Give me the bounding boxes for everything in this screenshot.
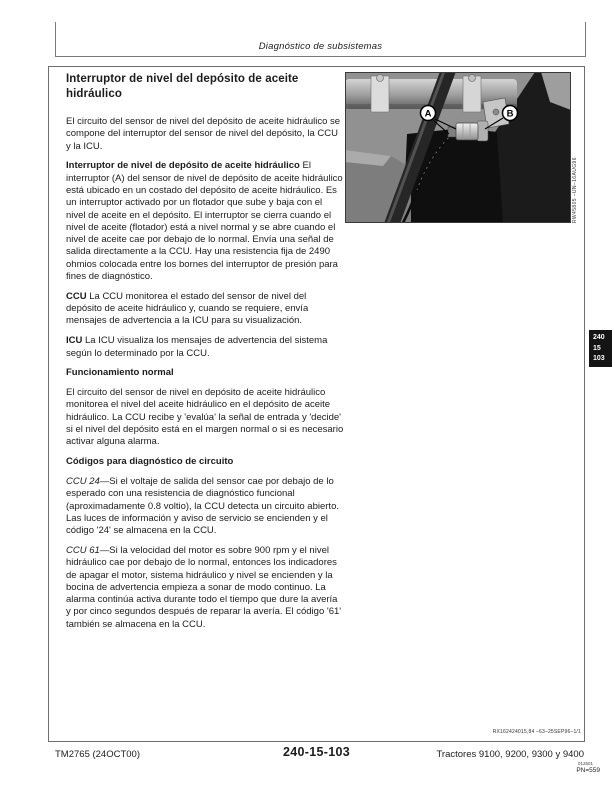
paragraph-normal-operation	[66, 387, 344, 448]
paragraph-ccu	[66, 291, 344, 328]
paragraph-text: —Si la velocidad del motor es sobre 900 rpm y el nivel hidráulico cae por debajo de lo normal, entonces los indicadores de apagar el motor, sistema hidráulico y nivel se encienden y la bocina de advertencia empieza a sonar de modo continuo. La alarma continúa activa durante todo el tiempo que dure la avería y por cinco segundos después de reparar la avería. El código '61' también se almacena en la CCU.	[66, 544, 342, 630]
hose-clamp	[463, 75, 481, 113]
callout-b-letter: B	[506, 108, 514, 120]
paragraph-lead: ICU	[66, 335, 83, 347]
paragraph-text: El circuito del sensor de nivel del depósito de aceite hidráulico se compone del interruptor del sensor de nivel del depósito, la CCU y la ICU.	[66, 116, 341, 152]
page-index-tab	[589, 330, 612, 367]
footer-manual-number: TM2765 (24OCT00)	[55, 749, 141, 760]
paragraph-switch	[66, 160, 344, 283]
paragraph-text: La CCU monitorea el estado del sensor de nivel del depósito de aceite hidráulico y, cuando se requiere, envía mensajes de advertencia a la ICU para su visualización.	[66, 290, 309, 327]
footer-page-code: 240-15-103	[283, 745, 350, 759]
subheading-normal-operation: Funcionamiento normal	[66, 367, 174, 379]
footer-print-code: 012601	[577, 761, 593, 766]
paragraph-lead: CCU 61	[66, 544, 100, 556]
paragraph-code-61	[66, 545, 344, 631]
running-header	[55, 22, 586, 57]
document-reference: RX162424015,84 –63–25SEP96–1/1	[492, 729, 581, 735]
tab-group-number: 240	[593, 334, 605, 341]
tab-page-number: 103	[593, 355, 605, 362]
footer-tractor-models: Tractores 9100, 9200, 9300 y 9400	[436, 749, 584, 760]
tab-section-number: 15	[593, 344, 601, 352]
article-title: Interruptor de nivel del depósito de aceite hidráulico	[66, 73, 299, 100]
figure-id-label: RW45805 –UN–16AUG96	[572, 157, 578, 223]
hydraulic-reservoir-photo	[345, 72, 571, 223]
callout-a-letter: A	[424, 108, 432, 120]
figure-photo	[345, 72, 571, 223]
section-header-text: Diagnóstico de subsistemas	[258, 41, 383, 52]
paragraph-text: El circuito del sensor de nivel en depósito de aceite hidráulico monitorea el nivel del aceite hidráulico en el depósito de aceite hidráulico. La CCU recibe y 'evalúa' la señal de entrada y 'decide' si el nivel del depósito está en el margen normal o si es necesario activar alguna alarma.	[66, 387, 344, 448]
paragraph-text: El interruptor (A) del sensor de nivel de depósito de aceite hidráulico está ubicado en un costado del depósito de aceite hidráulico. Es un interruptor activado por un flotador que sube y baja con el nivel de aceite en el depósito. El interruptor se cierra cuando el nivel de aceite (flotador) está a nivel normal y se abre cuando el nivel de aceite cae por debajo de lo normal. Envía una señal de salida directamente a la CCU. Hay una resistencia fija de 2490 ohmios colocada entre los bornes del interruptor de presión para fines de diagnóstico.	[66, 160, 343, 283]
paragraph-code-24	[66, 476, 344, 537]
paragraph-intro	[66, 116, 344, 153]
paragraph-icu	[66, 335, 344, 360]
footer-pn-number: PN=559	[576, 767, 600, 774]
text-column	[66, 72, 344, 638]
paragraph-text: —Si el voltaje de salida del sensor cae por debajo de lo esperado con una resistencia de diagnóstico funcional (aproximadamente 0.8 voltio), la CCU detecta un circuito abierto. Las luces de información y aviso de servicio se encienden y el código '24' se almacena en la CCU.	[66, 475, 339, 537]
hose-clamp	[371, 75, 389, 113]
paragraph-lead: Interruptor de nivel de depósito de aceite hidráulico	[66, 160, 300, 172]
paragraph-lead: CCU 24	[66, 475, 100, 487]
paragraph-lead: CCU	[66, 290, 87, 302]
paragraph-text: La ICU visualiza los mensajes de advertencia del sistema según lo determinado por la CCU.	[66, 335, 328, 359]
subheading-diagnostic-codes: Códigos para diagnóstico de circuito	[66, 456, 234, 468]
